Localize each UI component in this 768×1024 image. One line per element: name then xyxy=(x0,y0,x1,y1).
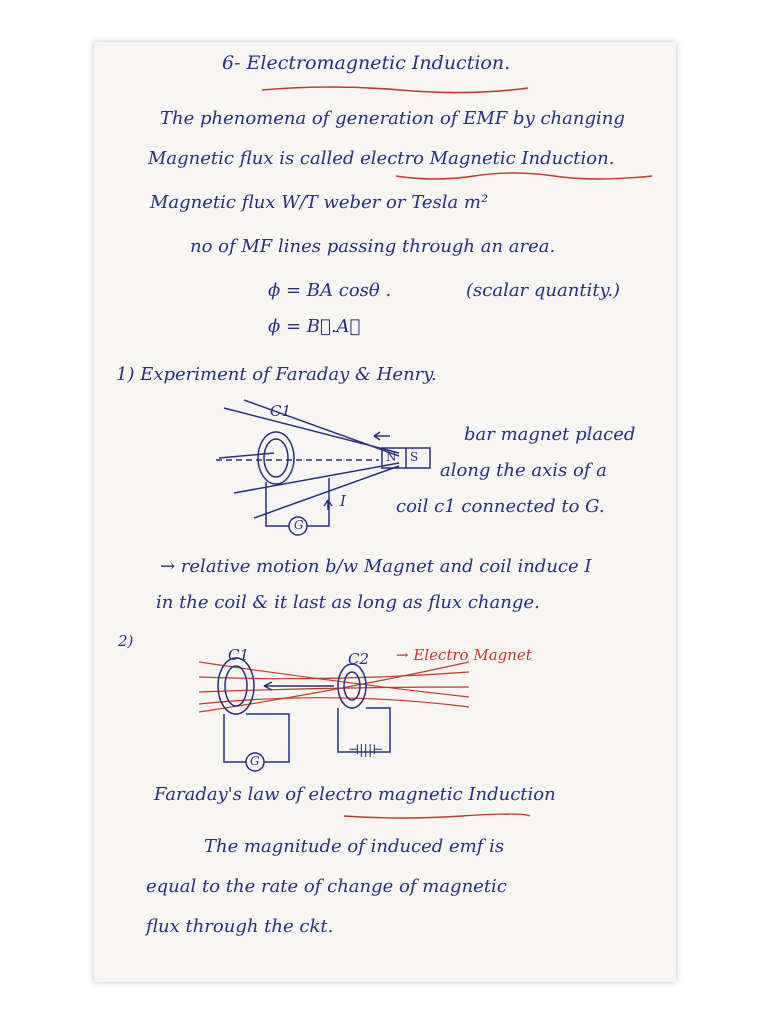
electromagnet-label: → Electro Magnet xyxy=(396,646,532,664)
magnet-n-label: N xyxy=(386,450,397,464)
flux-formula-2: ϕ = B⃗.A⃗ xyxy=(268,316,361,337)
faraday-law-heading: Faraday's law of electro magnetic Induction xyxy=(154,784,556,805)
relative-motion-line-1: → relative motion b/w Magnet and coil induce I xyxy=(160,556,592,577)
item-marker-2: 2) xyxy=(118,632,134,650)
definition-line-1: The phenomena of generation of EMF by changing xyxy=(160,108,625,129)
page-title: 6- Electromagnetic Induction. xyxy=(222,52,511,74)
magnet-s-label: S xyxy=(410,450,419,464)
coil2-c1-label: C1 xyxy=(228,646,250,664)
flux-formula-1: ϕ = BA cosθ . xyxy=(268,280,392,301)
flux-definition: no of MF lines passing through an area. xyxy=(190,236,556,257)
relative-motion-line-2: in the coil & it last as long as flux change. xyxy=(156,592,540,613)
definition-line-2: Magnetic flux is called electro Magnetic Induction. xyxy=(148,148,615,169)
faraday-law-line-1: The magnitude of induced emf is xyxy=(204,836,505,857)
battery-symbol: ⊣|||⊢ xyxy=(348,743,384,758)
galvanometer2-label: G xyxy=(250,754,260,768)
faraday-henry-diagram xyxy=(214,398,464,548)
magnet-note-2: along the axis of a xyxy=(440,460,607,481)
coil-c1-label: C1 xyxy=(270,402,292,420)
faraday-law-line-3: flux through the ckt. xyxy=(146,916,334,937)
scalar-quantity-note: (scalar quantity.) xyxy=(466,280,621,301)
magnet-note-1: bar magnet placed xyxy=(464,424,636,445)
galvanometer-label: G xyxy=(294,518,304,532)
title-underline xyxy=(260,82,530,96)
coil2-c2-label: C2 xyxy=(348,650,370,668)
faraday-law-underline xyxy=(342,810,532,822)
faraday-law-line-2: equal to the rate of change of magnetic xyxy=(146,876,507,897)
definition-underline xyxy=(394,170,654,184)
experiment-heading: 1) Experiment of Faraday & Henry. xyxy=(116,364,437,385)
flux-unit-line: Magnetic flux W/T weber or Tesla m² xyxy=(150,192,489,213)
current-label: I xyxy=(340,492,346,510)
notebook-page xyxy=(94,42,676,982)
magnet-note-3: coil c1 connected to G. xyxy=(396,496,605,517)
